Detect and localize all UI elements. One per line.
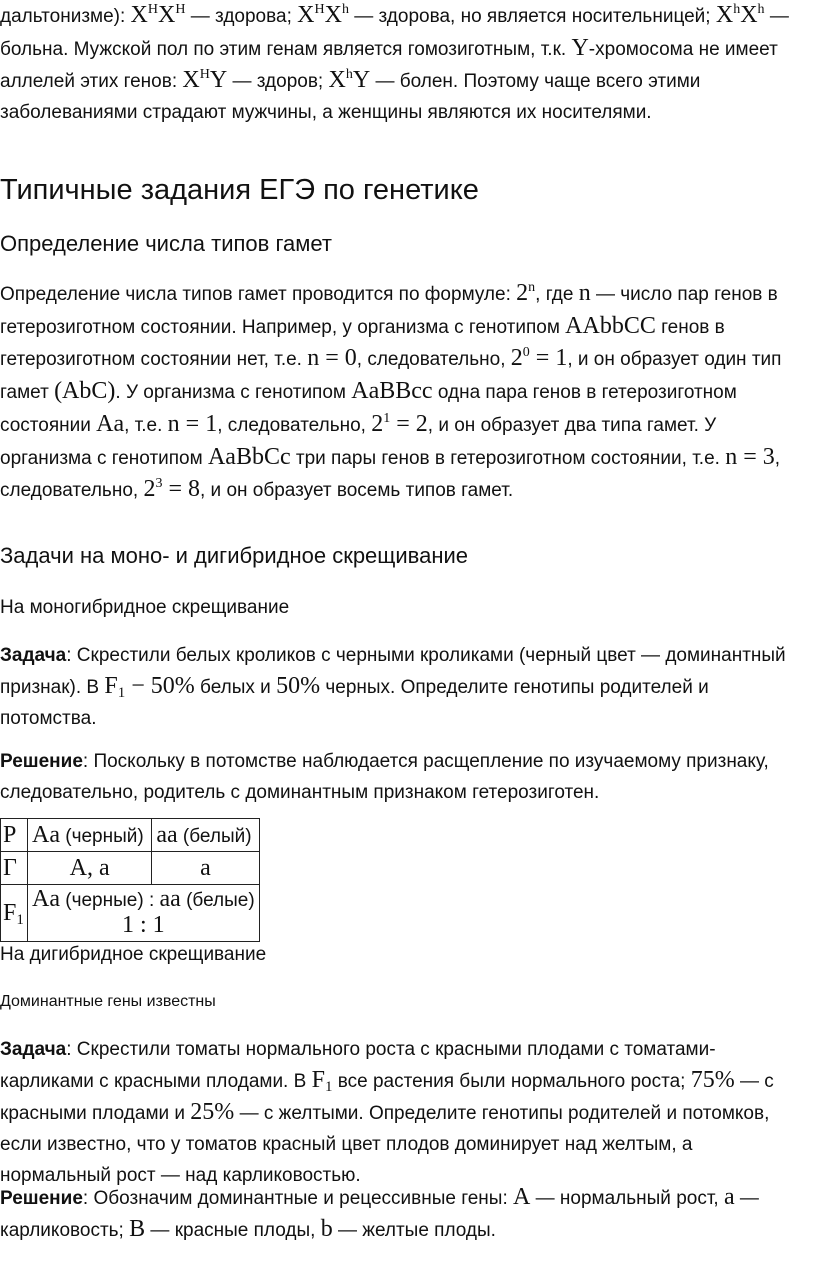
formula: $F_1 - 50\%$ — [104, 673, 195, 701]
formula: a — [724, 1184, 735, 1210]
dominant-known-label: Доминантные гены известны — [0, 993, 216, 1010]
dihybrid-label: На дигибридное скрещивание — [0, 944, 267, 965]
text: — больна. Мужской пол по этим генам является гомозиготным, т.к. — [0, 6, 789, 60]
text: -хромосома не имеет аллелей этих генов: — [0, 38, 778, 92]
task-2: Задача: Скрестили томаты нормального роста с красными плодами с томатами-карликами с красными плодами. В $F_1$ все растения были нормального роста; 75% — с красными плодами и 25% — с желтыми. Определите генотипы родителей и потомков, если известно, что у томатов красный цвет плодов доминирует над желтым, а нормальный рост — над карликовостью. — [0, 1039, 774, 1186]
genotype-formula: $X^hX^h$ — [715, 2, 765, 28]
text: дальтонизме): — [0, 6, 131, 27]
subheading-gametes: Определение числа типов гамет — [0, 231, 332, 256]
parent-2-cell: aa (белый) — [152, 819, 259, 852]
table-row — [1, 819, 260, 852]
formula: A — [513, 1184, 531, 1210]
formula: 25% — [190, 1099, 235, 1125]
cross-table — [0, 818, 260, 942]
formula: $F_1$ — [311, 1067, 333, 1095]
task-label: Задача — [0, 645, 67, 666]
gametes-2-cell: a — [152, 852, 259, 885]
formula: 2$^n$ — [516, 280, 536, 306]
row-label-offspring: $F_1$ — [1, 885, 28, 942]
solution-2: Решение: Обозначим доминантные и рецессивные гены: A — нормальный рост, a — карликовость; B — красные плоды, b — желтые плоды. — [0, 1184, 759, 1242]
formula: n — [578, 280, 591, 306]
subheading-crossing-tasks: Задачи на моно- и дигибридное скрещивание — [0, 543, 469, 568]
intro-paragraph — [0, 0, 812, 128]
formula: AAbbCC — [565, 312, 656, 339]
table-row — [1, 885, 260, 942]
monohybrid-label: На моногибридное скрещивание — [0, 597, 290, 618]
formula: 50% — [276, 673, 321, 699]
formula: b — [320, 1216, 333, 1242]
formula: 75% — [690, 1067, 735, 1093]
formula: Aa — [96, 410, 125, 437]
text: — болен. Поэтому чаще всего этими заболеваниями страдают мужчины, а женщины являются их носителями. — [0, 71, 701, 123]
offspring-cell: Aa (черные) : aa (белые) 1 : 1 — [28, 885, 260, 942]
formula: n = 3 — [725, 443, 775, 470]
text: — здорова, но является носительницей; — [348, 6, 716, 27]
formula: $2^0 = 1$ — [510, 345, 568, 372]
genotype-formula: $X^hY$ — [328, 67, 371, 93]
formula: (AbC) — [54, 378, 116, 405]
gametes-1-cell: A, a — [28, 852, 152, 885]
formula: $2^1 = 2$ — [371, 410, 428, 437]
gametes-paragraph: Определение числа типов гамет проводится по формуле: 2$^n$, где n — число пар генов в гетерозиготном состоянии. Например, у организма с генотипом AAbbCC генов в гетерозиготном состоянии нет, т.е. n = 0, следовательно, $2^0 = 1$, и он образует один тип гамет (AbC). У организма с генотипом AaBBcc одна пара генов в гетерозиготном состоянии Aa, т.е. n = 1, следовательно, $2^1 = 2$, и он образует два типа гамет. У организма с генотипом AaBbCc три пары генов в гетерозиготном состоянии, т.е. n = 3, следовательно, $2^3 = 8$, и он образует восемь типов гамет. — [0, 280, 782, 503]
table-row — [1, 852, 260, 885]
solution-label: Решение — [0, 751, 83, 772]
solution-label: Решение — [0, 1188, 83, 1209]
genotype-formula: $X^HY$ — [182, 67, 228, 93]
task-1: Задача: Скрестили белых кроликов с черными кроликами (черный цвет — доминантный признак). В $F_1 - 50\%$ белых и 50% черных. Определите генотипы родителей и потомства. — [0, 645, 786, 729]
text: — здоров; — [227, 71, 329, 92]
section-heading-typical-tasks: Типичные задания ЕГЭ по генетике — [0, 174, 479, 206]
chromosome-formula: Y — [571, 34, 589, 61]
formula: B — [129, 1216, 146, 1242]
solution-1: Решение: Поскольку в потомстве наблюдается расщепление по изучаемому признаку, следовательно, родитель с доминантным признаком гетерозиготен. — [0, 751, 769, 803]
task-label: Задача — [0, 1039, 67, 1060]
ratio: 1 : 1 — [122, 912, 165, 938]
formula: $2^3 = 8$ — [143, 476, 200, 503]
formula: n = 1 — [167, 410, 218, 437]
text: — здорова; — [185, 6, 298, 27]
genotype-formula: $X^HX^h$ — [297, 2, 349, 28]
parent-1-cell: Aa (черный) — [28, 819, 152, 852]
row-label-parents: P — [1, 819, 28, 852]
formula: n = 0 — [307, 345, 357, 372]
row-label-gametes: Г — [1, 852, 28, 885]
formula: AaBbCc — [207, 443, 291, 470]
formula: AaBBcc — [351, 378, 433, 405]
genotype-formula: $X^HX^H$ — [130, 2, 186, 28]
